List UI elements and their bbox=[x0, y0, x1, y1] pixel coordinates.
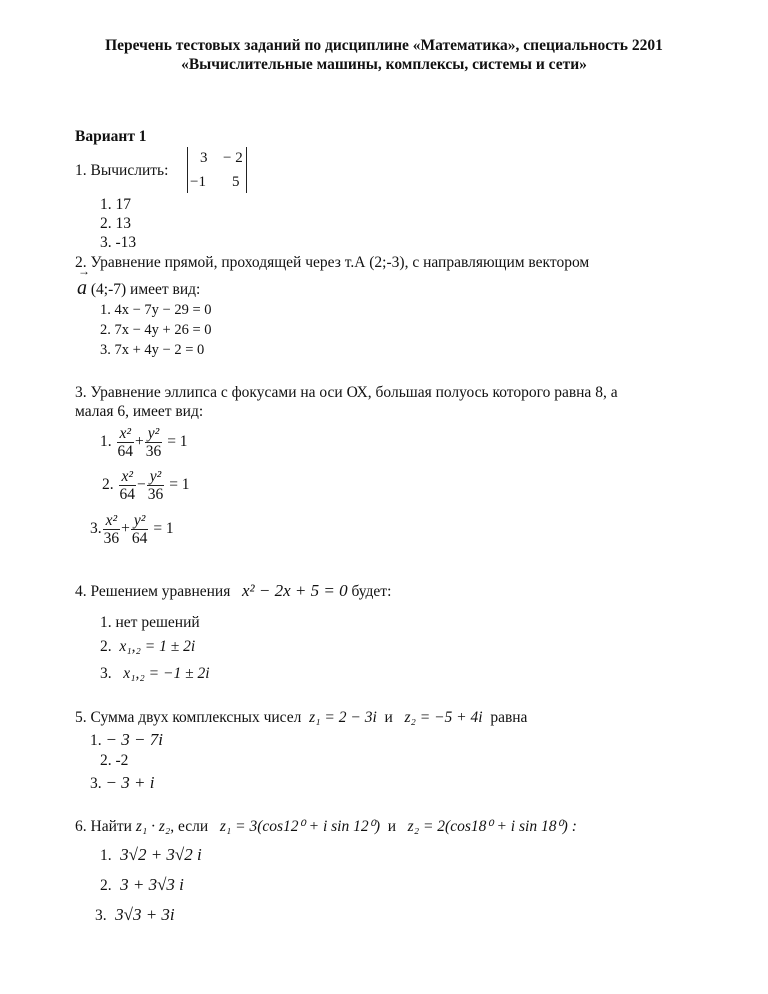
q6-answer: 1. 3√2 + 3√2 i bbox=[100, 845, 202, 864]
matrix-cell: 3 bbox=[200, 150, 208, 166]
q3-answer: 3. $\frac{\text{x²}}{36}$ + $\frac{\text{y²}}{64}$ = 1 bbox=[90, 512, 174, 547]
variant-heading: Вариант 1 bbox=[75, 128, 147, 145]
q1-answer: 3. -13 bbox=[100, 234, 137, 251]
q6-text: 6. Найти z₁ · z₂, если z₁ = 3(cos12⁰ + i sin 12⁰) и z₂ = 2(cos18⁰ + i sin 18⁰) : bbox=[75, 818, 577, 835]
q5-text: 5. Сумма двух комплексных чисел z₁ = 2 − 3i и z₂ = −5 + 4i равна bbox=[75, 709, 528, 726]
q3-answer: 2. $\frac{\text{x²}}{64}$ − $\frac{\text{y²}}{36}$ = 1 bbox=[102, 468, 190, 503]
q2-answer: 3. 7x + 4y − 2 = 0 bbox=[100, 342, 205, 358]
q4-text: 4. Решением уравнения x² − 2x + 5 = 0 будет: bbox=[75, 581, 392, 600]
q2-answer: 2. 7x − 4y + 26 = 0 bbox=[100, 322, 212, 338]
vector-a: → a bbox=[77, 277, 87, 299]
q2-answer: 1. 4x − 7y − 29 = 0 bbox=[100, 302, 212, 318]
fraction: $\frac{\text{x²}}{36}$ bbox=[103, 512, 120, 547]
answer-number: 3. bbox=[90, 520, 102, 538]
q2-text-2 bbox=[77, 279, 200, 299]
q4-answer: 2. x₁,₂ = 1 ± 2i bbox=[100, 638, 196, 655]
fraction: $\frac{\text{x²}}{64}$ bbox=[119, 468, 136, 503]
q1-answer: 1. 17 bbox=[100, 196, 131, 213]
q1-answer: 2. 13 bbox=[100, 215, 131, 232]
q4-answer: 3. x₁,₂ = −1 ± 2i bbox=[100, 665, 210, 682]
answer-number: 2. bbox=[102, 476, 114, 494]
q3-answer: 1. $\frac{\text{x²}}{64}$ + $\frac{\text{y²}}{36}$ = 1 bbox=[100, 425, 188, 460]
fraction: $\frac{\text{y²}}{36}$ bbox=[145, 425, 162, 460]
fraction: $\frac{\text{x²}}{64}$ bbox=[117, 425, 134, 460]
q1-text: 1. Вычислить: bbox=[75, 162, 169, 179]
q6-answer: 3. 3√3 + 3i bbox=[95, 905, 175, 924]
q6-answer: 2. 3 + 3√3 i bbox=[100, 875, 184, 894]
q5-answer: 3. − 3 + i bbox=[90, 773, 155, 792]
matrix-cell: −1 bbox=[190, 174, 206, 190]
q5-answer: 2. -2 bbox=[100, 752, 129, 769]
fraction: $\frac{\text{y²}}{64}$ bbox=[131, 512, 148, 547]
q3-text: 3. Уравнение эллипса с фокусами на оси ОХ, большая полуось которого равна 8, а bbox=[75, 384, 618, 401]
q2-text: 2. Уравнение прямой, проходящей через т.А (2;-3), с направляющим вектором bbox=[75, 254, 590, 271]
document-title-line-2: «Вычислительные машины, комплексы, системы и сети» bbox=[181, 56, 587, 73]
q4-answer: 1. нет решений bbox=[100, 614, 200, 631]
q4-equation: x² − 2x + 5 = 0 bbox=[241, 581, 348, 600]
q1-determinant bbox=[187, 147, 247, 193]
fraction: $\frac{\text{y²}}{36}$ bbox=[147, 468, 164, 503]
matrix-cell: 5 bbox=[232, 174, 240, 190]
matrix-cell: − 2 bbox=[223, 150, 243, 166]
q3-text-2: малая 6, имеет вид: bbox=[75, 403, 204, 420]
document-title-line-1: Перечень тестовых заданий по дисциплине «Математика», специальность 2201 bbox=[105, 37, 663, 54]
answer-number: 1. bbox=[100, 433, 112, 451]
q2-text2: (4;-7) имеет вид: bbox=[90, 281, 201, 298]
q5-answer: 1. − 3 − 7i bbox=[90, 730, 163, 749]
